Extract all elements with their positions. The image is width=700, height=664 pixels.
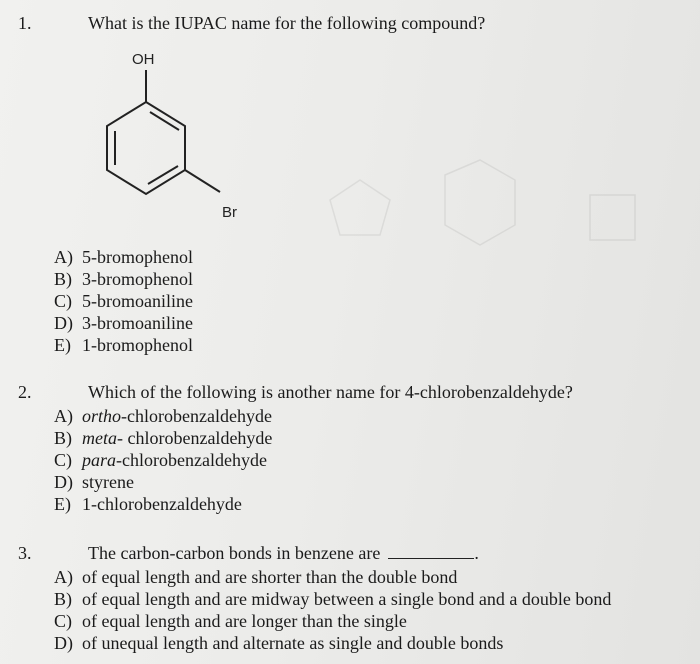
- option-2a[interactable]: A) ortho-chlorobenzaldehyde: [54, 406, 272, 426]
- question-3-number: 3.: [18, 543, 32, 563]
- question-3-options: [54, 566, 611, 654]
- question-3-prompt-end: .: [474, 543, 479, 563]
- question-1-number: 1.: [18, 13, 32, 33]
- question-1-options: [54, 246, 193, 356]
- option-1e[interactable]: E) 1-bromophenol: [54, 335, 193, 355]
- hydroxyl-label: OH: [132, 51, 155, 68]
- question-1-prompt: What is the IUPAC name for the following compound?: [88, 13, 486, 33]
- answer-blank[interactable]: [388, 544, 474, 559]
- question-3-prompt-line: [88, 543, 479, 564]
- bromophenol-structure: [80, 50, 280, 235]
- option-1a[interactable]: A) 5-bromophenol: [54, 247, 193, 267]
- option-2b[interactable]: B) meta- chlorobenzaldehyde: [54, 428, 273, 448]
- option-2c[interactable]: C) para-chlorobenzaldehyde: [54, 450, 267, 470]
- option-1d[interactable]: D) 3-bromoaniline: [54, 313, 193, 333]
- bromo-label: Br: [222, 204, 237, 221]
- question-3-prompt: The carbon-carbon bonds in benzene are: [88, 543, 381, 563]
- question-2-prompt: Which of the following is another name for 4-chlorobenzaldehyde?: [88, 382, 573, 402]
- benzene-ring-diagram: [80, 50, 280, 230]
- question-2-number: 2.: [18, 382, 32, 402]
- option-2d[interactable]: D) styrene: [54, 472, 134, 492]
- option-3a[interactable]: A) of equal length and are shorter than the double bond: [54, 567, 458, 587]
- option-1b[interactable]: B) 3-bromophenol: [54, 269, 193, 289]
- question-2-options: [54, 405, 272, 515]
- option-3d[interactable]: D) of unequal length and alternate as single and double bonds: [54, 633, 504, 653]
- option-3b[interactable]: B) of equal length and are midway between a single bond and a double bond: [54, 589, 612, 609]
- option-2e[interactable]: E) 1-chlorobenzaldehyde: [54, 494, 242, 514]
- option-3c[interactable]: C) of equal length and are longer than the single: [54, 611, 407, 631]
- option-1c[interactable]: C) 5-bromoaniline: [54, 291, 193, 311]
